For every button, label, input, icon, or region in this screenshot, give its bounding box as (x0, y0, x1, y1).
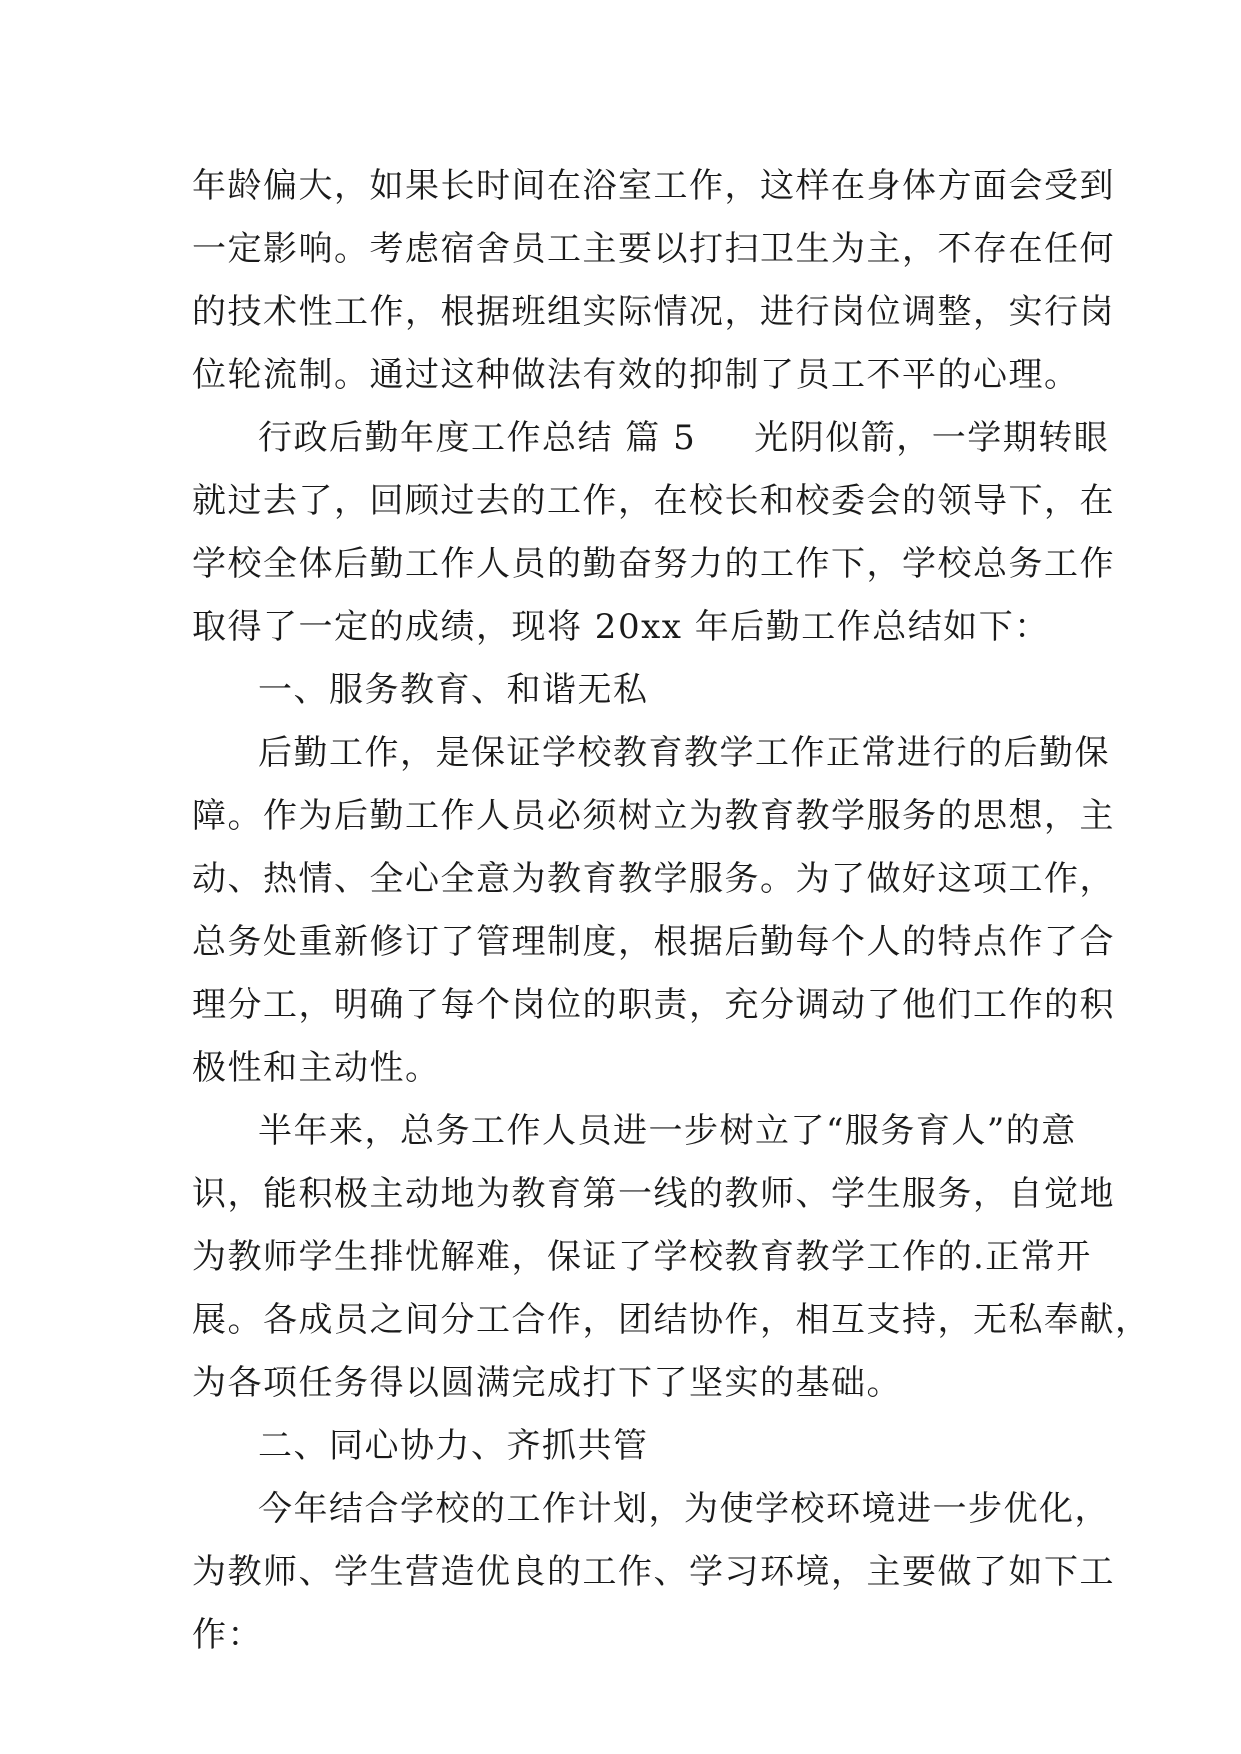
paragraph-first-line: 今年结合学校的工作计划，为使学校环境进一步优化， (258, 1489, 1110, 1529)
text-line: 极性和主动性。 (192, 1048, 441, 1088)
text-line: 的技术性工作，根据班组实际情况，进行岗位调整，实行岗 (192, 292, 1115, 332)
text-line: 识，能积极主动地为教育第一线的教师、学生服务，自觉地 (192, 1174, 1115, 1214)
subheading-line: 二、同心协力、齐抓共管 (258, 1426, 649, 1466)
text-line: 位轮流制。通过这种做法有效的抑制了员工不平的心理。 (192, 355, 1080, 395)
text-line: 作： (192, 1615, 263, 1655)
text-line: 取得了一定的成绩，现将 20xx 年后勤工作总结如下： (192, 607, 1050, 647)
text-line: 为各项任务得以圆满完成打下了坚实的基础。 (192, 1363, 902, 1403)
text-line: 一定影响。考虑宿舍员工主要以打扫卫生为主，不存在任何 (192, 229, 1115, 269)
paragraph-start: 光阴似箭，一学期转眼 (754, 418, 1110, 458)
text-line: 学校全体后勤工作人员的勤奋努力的工作下，学校总务工作 (192, 544, 1115, 584)
document-body (192, 155, 1151, 1667)
text-line: 障。作为后勤工作人员必须树立为教育教学服务的思想，主 (192, 796, 1115, 836)
subheading-line: 一、服务教育、和谐无私 (258, 670, 649, 710)
text-line: 为教师学生排忧解难，保证了学校教育教学工作的.正常开 (192, 1237, 1092, 1277)
paragraph-first-line: 后勤工作，是保证学校教育教学工作正常进行的后勤保 (258, 733, 1110, 773)
text-line: 动、热情、全心全意为教育教学服务。为了做好这项工作， (192, 859, 1115, 899)
section-title: 行政后勤年度工作总结 篇 5 (258, 418, 697, 458)
text-line: 总务处重新修订了管理制度，根据后勤每个人的特点作了合 (192, 922, 1115, 962)
text-line: 展。各成员之间分工合作，团结协作，相互支持，无私奉献， (192, 1300, 1151, 1340)
text-line: 就过去了，回顾过去的工作，在校长和校委会的领导下，在 (192, 481, 1115, 521)
text-line: 年龄偏大，如果长时间在浴室工作，这样在身体方面会受到 (192, 166, 1115, 206)
section-heading-line (192, 407, 1110, 470)
text-line: 为教师、学生营造优良的工作、学习环境，主要做了如下工 (192, 1552, 1115, 1592)
paragraph-first-line: 半年来，总务工作人员进一步树立了“服务育人”的意 (258, 1111, 1077, 1151)
text-line: 理分工，明确了每个岗位的职责，充分调动了他们工作的积 (192, 985, 1115, 1025)
